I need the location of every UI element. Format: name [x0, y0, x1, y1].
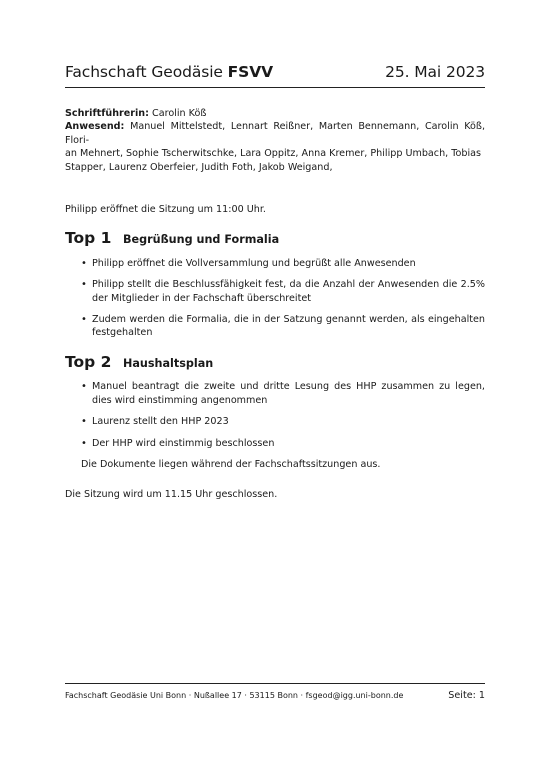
list-item: • Der HHP wird einstimmig beschlossen [81, 437, 275, 449]
document-date: 25. Mai 2023 [385, 63, 485, 81]
present-names-1: Manuel Mittelstedt, Lennart Reißner, Marten Bennemann, Carolin Köß, Flori- [65, 121, 485, 146]
writer-label: Schriftführerin: [65, 108, 149, 119]
page-number: Seite: 1 [448, 690, 485, 701]
bullet-icon: • [81, 314, 87, 326]
present-names-2: an Mehnert, Sophie Tscherwitschke, Lara Oppitz, Anna Kremer, Philipp Umbach, Tobias [65, 148, 481, 160]
bullet-icon: • [81, 437, 87, 449]
list-item: • Philipp stellt die Beschlussfähigkeit fest, da die Anzahl der Anwesenden die 2.5% der Mitglieder in der Fachschaft überschreitet [81, 279, 485, 304]
list-item: • Philipp eröffnet die Vollversammlung und begrüßt alle Anwesenden [81, 257, 416, 269]
organization-abbrev: FSVV [227, 63, 274, 81]
bullet-icon: • [81, 257, 87, 269]
present-names-3: Stapper, Laurenz Oberfeier, Judith Foth, Jakob Weigand, [65, 161, 333, 173]
list-item: • Zudem werden die Formalia, die in der Satzung genannt werden, als eingehalten festgehalten [81, 314, 485, 339]
header-divider [65, 87, 485, 88]
bullet-icon: • [81, 381, 87, 393]
closing-statement: Die Sitzung wird um 11.15 Uhr geschlossen. [65, 489, 278, 501]
top-1-title: Begrüßung und Formalia [123, 233, 280, 247]
top-1-list [65, 257, 485, 340]
footer-divider [65, 683, 485, 684]
page-footer [65, 690, 485, 701]
organization-name: Fachschaft Geodäsie FSVV [65, 63, 274, 81]
present-line [65, 120, 485, 147]
top-2-note: Die Dokumente liegen während der Fachschaftssitzungen aus. [81, 458, 381, 470]
document-body [65, 107, 485, 502]
list-item: • Laurenz stellt den HHP 2023 [81, 416, 229, 428]
present-label: Anwesend: [65, 121, 125, 133]
writer-name: Carolin Köß [152, 108, 207, 119]
opening-statement: Philipp eröffnet die Sitzung um 11:00 Uhr. [65, 204, 266, 216]
list-item: • Manuel beantragt die zweite und dritte Lesung des HHP zusammen zu legen, dies wird einstimming angenommen [81, 381, 485, 406]
top-1-number: Top 1 [65, 229, 112, 248]
top-2-number: Top 2 [65, 352, 112, 371]
page-header [65, 63, 485, 81]
bullet-icon: • [81, 416, 87, 428]
writer-line [65, 107, 485, 120]
footer-address: Fachschaft Geodäsie Uni Bonn · Nußallee 17 · 53115 Bonn · fsgeod@igg.uni-bonn.de [65, 691, 404, 700]
top-1-heading [65, 229, 485, 248]
top-2-list [65, 380, 485, 450]
top-2-title: Haushaltsplan [123, 356, 214, 370]
bullet-icon: • [81, 279, 87, 291]
top-2-heading [65, 352, 485, 371]
